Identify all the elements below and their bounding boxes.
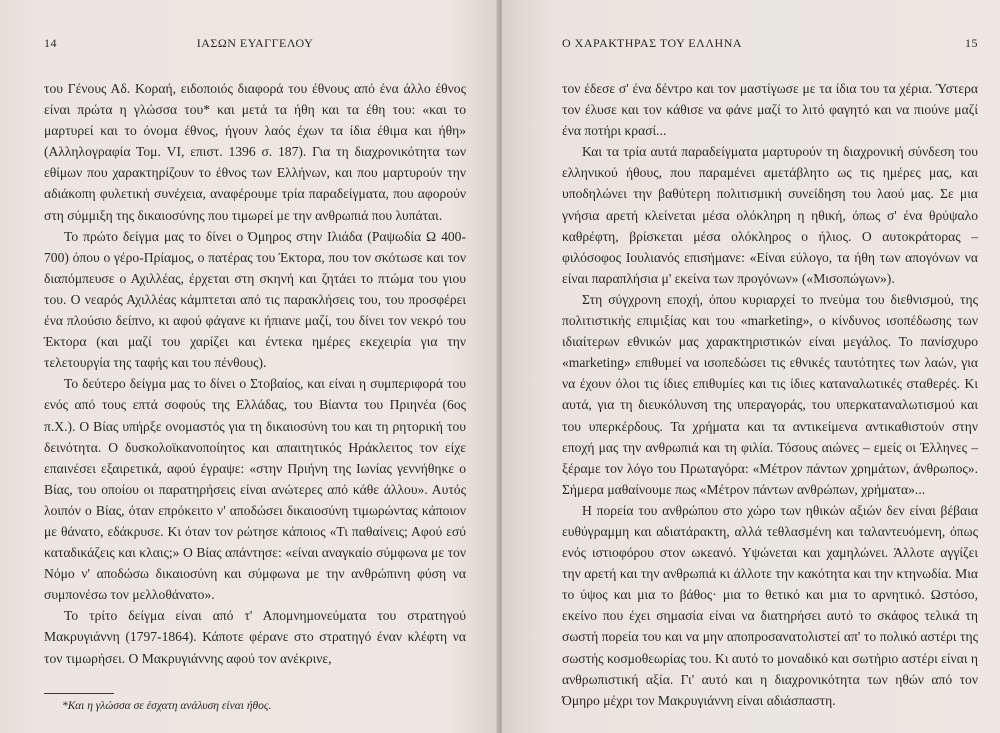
footnote-rule [44, 693, 114, 694]
paragraph: Το δεύτερο δείγμα μας το δίνει ο Στοβαίος, και είναι η συμπεριφορά του ενός από τους επτά σοφούς της Ελλάδας, του Βίαντα του Πριηνέα (6ος π.Χ.). Ο Βίας υπήρξε ονομαστός για τη δικαιοσύνη του και τη ρητορική του δεινότητα. Ο δυσκολοϊκανοποίητος και απαιτητικός Ηράκλειτος τον είχε επαινέσει εξαιρετικά, αφού έγραψε: «στην Πριήνη της Ιωνίας γεννήθηκε ο Βίας, του οποίου οι παρατηρήσεις είναι ανώτερες από κάθε άλλου». Αυτός λοιπόν ο Βίας, όταν επρόκειτο ν' αποδώσει δικαιοσύνη τιμωρώντας κάποιον με θάνατο, εδάκρυσε. Κι όταν τον ρώτησε κάποιος «Τι παθαίνεις; Αφού εσύ καταδικάζεις και κλαις;» Ο Βίας απάντησε: «είναι αναγκαίο σύμφωνα με τον Νόμο ν' αποδώσω δικαιοσύνη και σύμφωνα με την ανθρώπινη φύση να συμπονέσω τον μελλοθάνατο». [44, 376, 466, 603]
page-number-right: 15 [965, 36, 978, 50]
paragraph: Στη σύγχρονη εποχή, όπου κυριαρχεί το πνεύμα του διεθνισμού, της πολιτιστικής επιμιξίας και του «marketing», ο κίνδυνος ισοπέδωσης των ιδιαίτερων εθνικών μας χαρακτηριστικών είναι μεγάλος. Το πανίσχυρο «marketing» επιθυμεί να ισοπεδώσει τις εθνικές ταυτότητες των λαών, για να έχουν όλοι τις ίδιες επιθυμίες και τις ίδιες καταναλωτικές σταθερές. Κι αυτά, για τη διευκόλυνση της υπεραγοράς, του υπερκαταναλωτισμού και του υπερκέρδους. Τα χρήματα και τα αντικείμενα αντικαθιστούν στην εποχή μας την ανθρωπιά και τη φιλία. Τόσους αιώνες – εμείς οι Έλληνες – ξέραμε τον λόγο του Πρωταγόρα: «Μέτρον πάντων χρημάτων, άνθρωπος». Σήμερα μαθαίνουμε πως «Μέτρον πάντων ανθρώπων, χρήματα»... [562, 291, 978, 497]
paragraph: Το τρίτο δείγμα είναι από τ' Απομνημονεύματα του στρατηγού Μακρυγιάννη (1797-1864). Κάποτε φέρανε στο στρατηγό έναν κλέφτη να τον τιμωρήσει. Ο Μακρυγιάννης αφού τον ανέκρινε, [44, 608, 466, 666]
paragraph: Και τα τρία αυτά παραδείγματα μαρτυρούν τη διαχρονική σύνδεση του ελληνικού ήθους, που παραμένει αμετάβλητο ως τις ημέρες μας, και υποδηλώνει την βαθύτερη πολιτισμική συνείδηση του λαού μας. Σε μια γνήσια αρετή κλείνεται μέσα ολόκληρη η ηθική, όπως σ' ένα θρύψαλο καθρέφτη, βρίσκεται μέσα ολόκληρος ο ήλιος. Ο αυτοκράτορας – φιλόσοφος Ιουλιανός επισήμανε: «Είναι εύλογο, τα ήθη των απογόνων να είναι παραπλήσια μ' εκείνα των προγόνων» («Μισοπώγων»). [562, 144, 978, 286]
paragraph: του Γένους Αδ. Κοραή, ειδοποιός διαφορά του έθνους από ένα άλλο έθνος είναι πρώτα η γλώσσα του* και μετά τα ήθη και τα έθη του: «και το μαρτυρεί και το όνομα έθνος, ήγουν λαός έχων τα ίδια έθιμα και ήθη» (Αλληλογραφία Τομ. VI, επιστ. 1396 σ. 187). Για τη διαχρονικότητα των εθίμων που χαρακτηρίζουν το έθνος των Ελλήνων, και που μαρτυρούν την αδιάκοπη φυλετική συνέχεια, αναφέρουμε τρία παραδείγματα, που αφορούν στη σύμμιξη της δικαιοσύνης που τιμωρεί με την ανθρωπιά που λυπάται. [44, 81, 466, 223]
right-page [502, 0, 1000, 733]
page-number-left: 14 [44, 36, 57, 50]
left-page-header [44, 36, 466, 58]
paragraph: τον έδεσε σ' ένα δέντρο και τον μαστίγωσε με τα ίδια του τα χέρια. Ύστερα τον έλυσε και τον κάθισε να φάνε μαζί το λιτό φαγητό και να πιούνε μαζί ένα ποτήρι κρασί... [562, 81, 978, 139]
footnote: *Και η γλώσσα σε έσχατη ανάλυση είναι ήθος. [62, 699, 272, 712]
left-page [0, 0, 498, 733]
running-head-left: ΙΑΣΩΝ ΕΥΑΓΓΕΛΟΥ [196, 36, 314, 50]
right-page-body [562, 78, 978, 711]
paragraph: Το πρώτο δείγμα μας το δίνει ο Όμηρος στην Ιλιάδα (Ραψωδία Ω 400-700) όπου ο γέρο-Πρίαμος, ο πατέρας του Έκτορα, που τον σκότωσε και τον διαπόμπευσε ο Αχιλλέας, έρχεται στη σκηνή και ζητάει το πτώμα του γιου του. Ο νεαρός Αχιλλέας κάμπτεται από τις παρακλήσεις του, του προσφέρει ένα πλούσιο δείπνο, κι αφού φάγανε κι ήπιανε μαζί, του δίνει τον νεκρό του Έκτορα (και μαζί του χαρίζει και έντεκα ημέρες εκεχειρία για την τελετουργία της ταφής και του πένθους). [44, 228, 466, 371]
left-page-body [44, 78, 466, 669]
right-page-header [562, 36, 978, 58]
paragraph: Η πορεία του ανθρώπου στο χώρο των ηθικών αξιών δεν είναι βέβαια ευθύγραμμη και αδιατάρακτη, αλλά τεθλασμένη και ταλαντευόμενη, όπως ενός ιστιοφόρου στον ωκεανό. Υψώνεται και χαμηλώνει. Άλλοτε αγγίζει την αρετή και την ανθρωπιά κι άλλοτε την κακότητα και την κτηνωδία. Μια το ύψος και μια το βάθος· μια το θετικό και μια το αρνητικό. Ωστόσο, εκείνο που έχει σημασία είναι να διατηρήσει αυτό το σκάφος τελικά τη σωστή πορεία του και να μην αποπροσανατολιστεί απ' το πολικό αστέρι της σωστής κοσμοθεωρίας του. Κι αυτό το μοναδικό και σωτήριο αστέρι είναι η ανθρωπιστική αξία. Γι' αυτό και η διαχρονικότητα των ηθών από τον Όμηρο μέχρι τον Μακρυγιάννη είναι αδιάσπαστη. [562, 502, 978, 708]
running-head-right: Ο ΧΑΡΑΚΤΗΡΑΣ ΤΟΥ ΕΛΛΗΝΑ [562, 36, 743, 50]
